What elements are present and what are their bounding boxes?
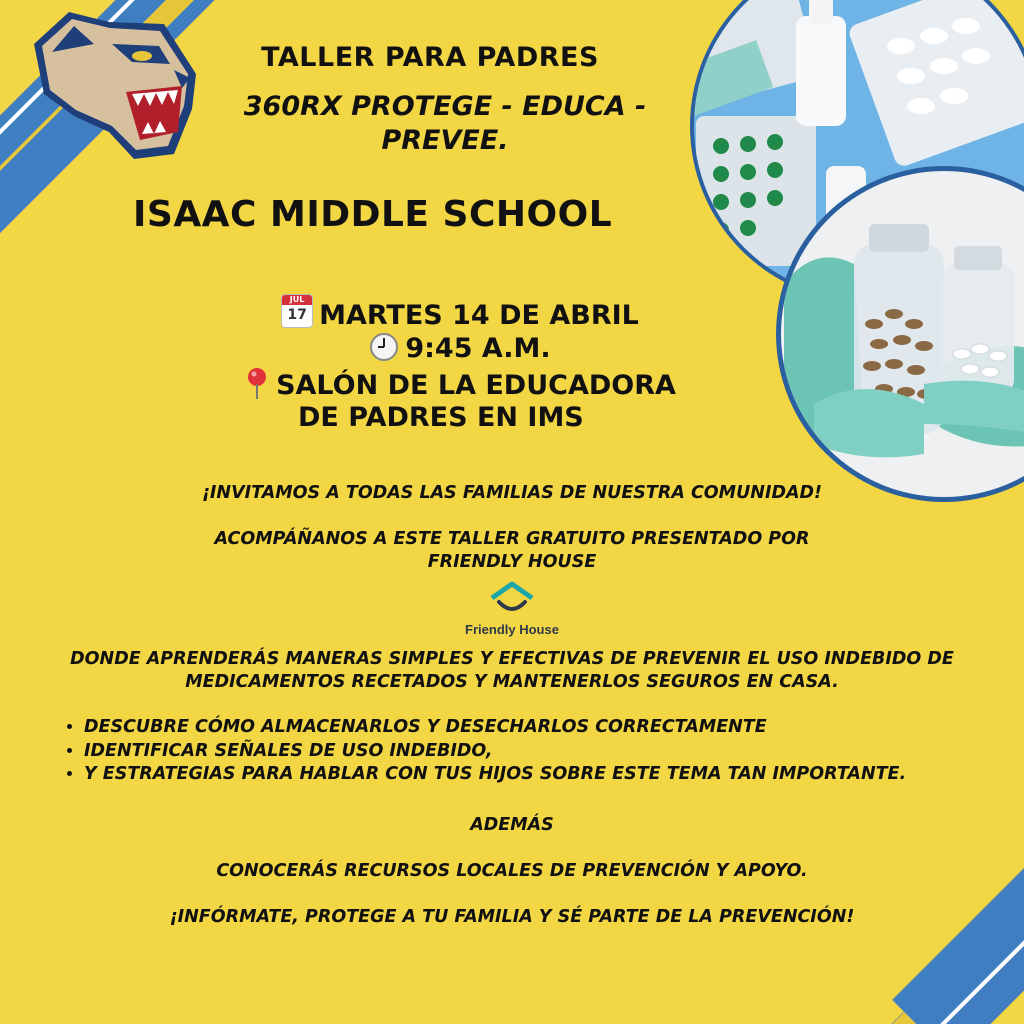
event-time-row: [200, 332, 720, 365]
event-location-line1: SALÓN DE LA EDUCADORA: [276, 369, 676, 401]
list-item: • IDENTIFICAR SEÑALES DE USO INDEBIDO,: [84, 740, 958, 764]
list-item: • Y ESTRATEGIAS PARA HABLAR CON TUS HIJOS SOBRE ESTE TEMA TAN IMPORTANTE.: [84, 763, 958, 787]
event-details: [200, 294, 720, 435]
learn-line2: MEDICAMENTOS RECETADOS Y MANTENERLOS SEGUROS EN CASA.: [185, 671, 839, 692]
event-time: 9:45 A.M.: [405, 333, 551, 365]
program-subtitle: [150, 90, 740, 158]
learn-line1: DONDE APRENDERÁS MANERAS SIMPLES Y EFECTIVAS DE PREVENIR EL USO INDEBIDO DE: [70, 649, 954, 669]
program-subtitle-line1: 360RX PROTEGE - EDUCA -: [243, 91, 647, 122]
house-smile-icon: [487, 580, 537, 616]
workshop-title: TALLER PARA PADRES: [261, 42, 599, 73]
friendly-house-logo-text: Friendly House: [465, 622, 559, 637]
accompany-line1: ACOMPÁÑANOS A ESTE TALLER GRATUITO PRESENTADO POR: [214, 529, 810, 549]
event-date: MARTES 14 DE ABRIL: [319, 300, 639, 331]
clock-icon: [369, 332, 399, 362]
event-location-line2: DE PADRES EN IMS: [298, 402, 584, 434]
resources-text: CONOCERÁS RECURSOS LOCALES DE PREVENCIÓN Y APOYO.: [216, 861, 808, 881]
closing-text: ¡INFÓRMATE, PROTEGE A TU FAMILIA Y SÉ PARTE DE LA PREVENCIÓN!: [169, 907, 855, 927]
ademas-text: ADEMÁS: [470, 815, 554, 835]
topics-list: [58, 716, 958, 787]
friendly-house-logo: [412, 580, 612, 637]
event-location-row: [200, 366, 720, 402]
accompany-text: [60, 528, 964, 574]
learn-text: [30, 648, 994, 694]
gloved-hands-jars-photo: [774, 164, 1024, 504]
calendar-icon: [281, 294, 313, 328]
program-subtitle-line2: PREVEE.: [381, 124, 509, 156]
list-item: • DESCUBRE CÓMO ALMACENARLOS Y DESECHARLOS CORRECTAMENTE: [84, 716, 958, 740]
invite-text: ¡INVITAMOS A TODAS LAS FAMILIAS DE NUESTRA COMUNIDAD!: [201, 483, 823, 503]
accompany-line2: FRIENDLY HOUSE: [427, 551, 597, 572]
calendar-icon-day: 17: [287, 307, 307, 323]
pin-icon: [244, 366, 270, 400]
school-name: ISAAC MIDDLE SCHOOL: [133, 194, 613, 235]
event-date-row: [200, 294, 720, 332]
calendar-icon-month: JUL: [282, 295, 312, 305]
